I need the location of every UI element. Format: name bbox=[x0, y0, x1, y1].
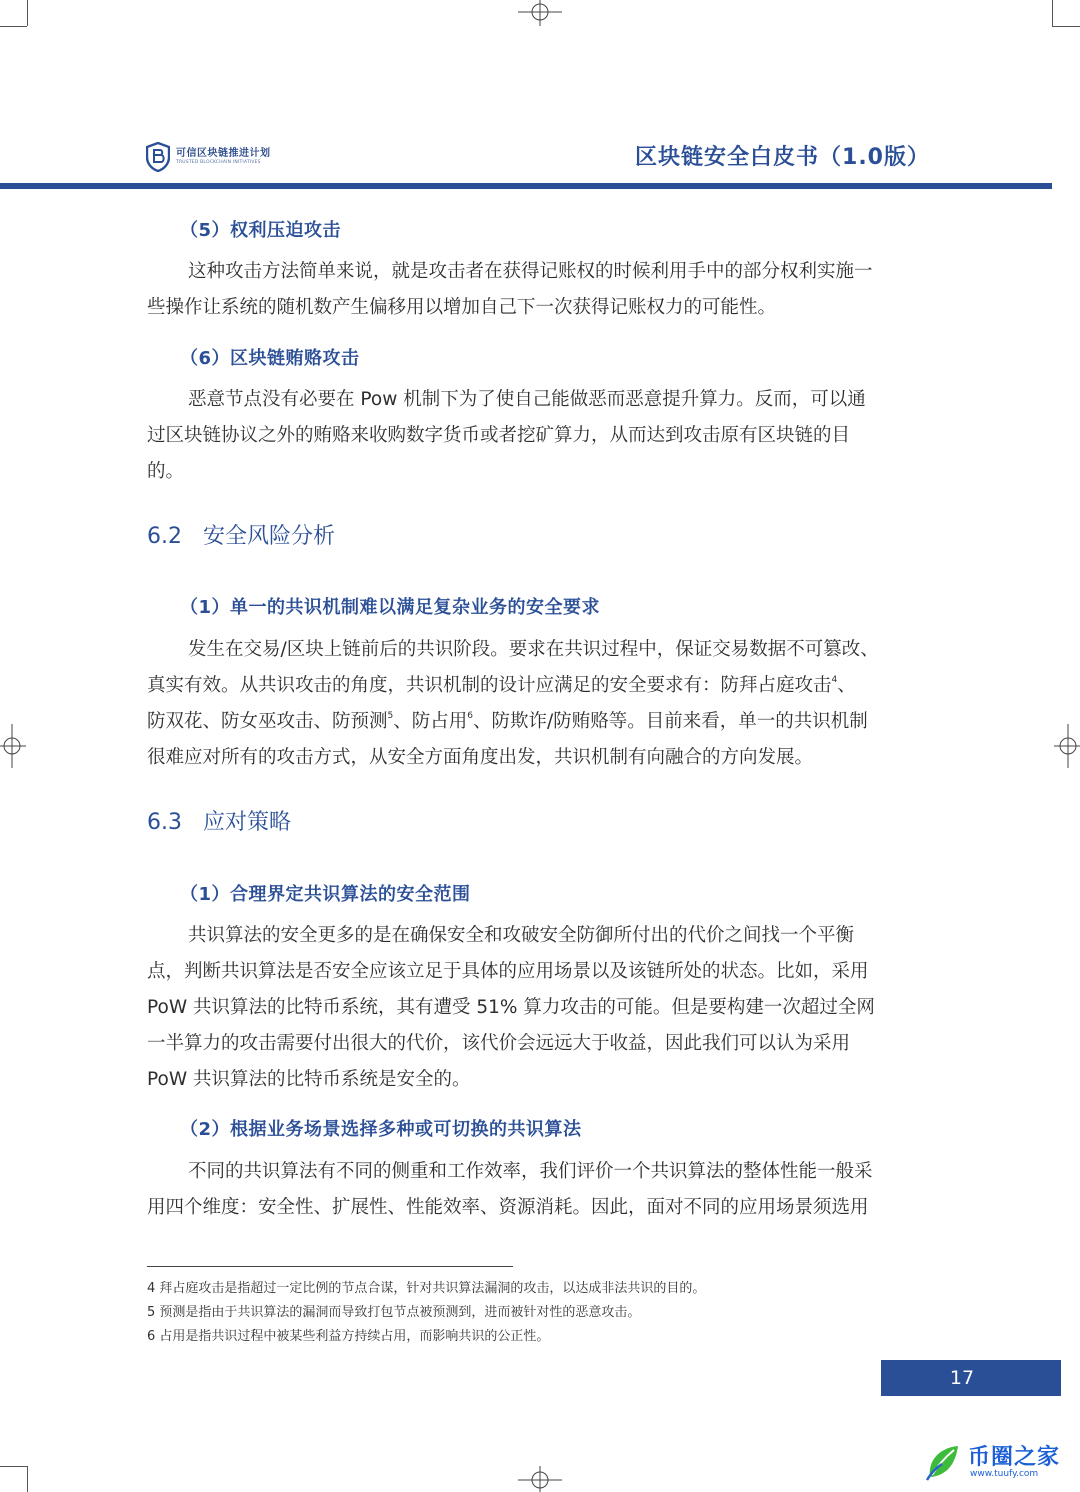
text-line: PoW 共识算法的比特币系统，其有遭受 51% 算力攻击的可能。但是要构建一次超过全网 bbox=[147, 997, 875, 1018]
crop-mark bbox=[27, 0, 28, 26]
paragraph-6-2-1 bbox=[147, 632, 935, 776]
text-line: 发生在交易/区块上链前后的共识阶段。要求在共识过程中，保证交易数据不可篡改、 bbox=[188, 639, 879, 660]
header-divider bbox=[0, 183, 1052, 189]
text-line: 一半算力的攻击需要付出很大的代价，该代价会远远大于收益，因此我们可以认为采用 bbox=[147, 1033, 851, 1054]
crop-mark bbox=[1052, 0, 1053, 26]
organization-logo bbox=[146, 140, 276, 174]
registration-mark-bottom bbox=[516, 1466, 564, 1492]
subheading-6-3-1: （1）合理界定共识算法的安全范围 bbox=[180, 884, 471, 905]
text-line: 共识算法的安全更多的是在确保安全和攻破安全防御所付出的代价之间找一个平衡 bbox=[188, 925, 855, 946]
watermark-name: 币圈之家 bbox=[968, 1445, 1061, 1470]
text-line bbox=[147, 668, 935, 704]
section-number: 6.3 bbox=[147, 810, 182, 835]
paragraph-6-3-2 bbox=[147, 1154, 935, 1226]
paragraph-6 bbox=[147, 382, 935, 490]
text-line: 用四个维度：安全性、扩展性、性能效率、资源消耗。因此，面对不同的应用场景须选用 bbox=[147, 1197, 869, 1218]
registration-mark-top bbox=[516, 0, 564, 26]
section-title: 安全风险分析 bbox=[203, 524, 336, 549]
text-line: 点，判断共识算法是否安全应该立足于具体的应用场景以及该链所处的状态。比如，采用 bbox=[147, 961, 869, 982]
subheading-6-3-2: （2）根据业务场景选择多种或可切换的共识算法 bbox=[180, 1119, 582, 1140]
section-heading-6-2 bbox=[147, 519, 335, 550]
crop-mark bbox=[27, 1466, 28, 1492]
section-heading-6-3 bbox=[147, 805, 291, 836]
footnote-6: 6 占用是指共识过程中被某些利益方持续占用，而影响共识的公正性。 bbox=[147, 1329, 550, 1344]
text-line: 这种攻击方法简单来说，就是攻击者在获得记账权的时候利用手中的部分权利实施一 bbox=[188, 261, 873, 282]
page-number-box bbox=[881, 1360, 1061, 1396]
text-segment: 、 bbox=[837, 675, 856, 696]
footnote-ref-6[interactable]: 6 bbox=[467, 711, 473, 721]
text-line: 些操作让系统的随机数产生偏移用以增加自己下一次获得记账权力的可能性。 bbox=[147, 297, 777, 318]
text-segment: 真实有效。从共识攻击的角度，共识机制的设计应满足的安全要求有：防拜占庭攻击 bbox=[147, 675, 832, 696]
text-line: 不同的共识算法有不同的侧重和工作效率，我们评价一个共识算法的整体性能一般采 bbox=[188, 1161, 873, 1182]
text-line bbox=[147, 704, 935, 740]
text-segment: 、防占用 bbox=[393, 711, 468, 732]
subheading-6: （6）区块链贿赂攻击 bbox=[180, 348, 360, 369]
logo-name-cn: 可信区块链推进计划 bbox=[176, 147, 271, 159]
registration-mark-right bbox=[1054, 722, 1080, 770]
text-line: 的。 bbox=[147, 461, 185, 482]
leaf-logo-icon bbox=[924, 1442, 964, 1482]
site-watermark bbox=[920, 1436, 1070, 1486]
paragraph-5 bbox=[147, 254, 935, 326]
crop-mark bbox=[0, 26, 27, 27]
registration-mark-left bbox=[0, 722, 26, 770]
text-line: PoW 共识算法的比特币系统是安全的。 bbox=[147, 1069, 471, 1090]
crop-mark bbox=[1052, 26, 1080, 27]
section-number: 6.2 bbox=[147, 524, 182, 549]
paragraph-6-3-1 bbox=[147, 918, 935, 1098]
text-line: 恶意节点没有必要在 Pow 机制下为了使自己能做恶而恶意提升算力。反而，可以通 bbox=[188, 389, 866, 410]
watermark-url: www.tuufy.com bbox=[970, 1469, 1039, 1479]
subheading-6-2-1: （1）单一的共识机制难以满足复杂业务的安全要求 bbox=[180, 597, 601, 618]
text-segment: 、防欺诈/防贿赂等。目前来看，单一的共识机制 bbox=[473, 711, 868, 732]
footnote-ref-4[interactable]: 4 bbox=[831, 675, 838, 685]
text-line: 过区块链协议之外的贿赂来收购数字货币或者挖矿算力，从而达到攻击原有区块链的目 bbox=[147, 425, 851, 446]
text-segment: 防双花、防女巫攻击、防预测 bbox=[147, 711, 388, 732]
crop-mark bbox=[0, 1466, 27, 1467]
footnote-5: 5 预测是指由于共识算法的漏洞而导致打包节点被预测到，进而被针对性的恶意攻击。 bbox=[147, 1305, 641, 1320]
footnote-4: 4 拜占庭攻击是指超过一定比例的节点合谋，针对共识算法漏洞的攻击，以达成非法共识的目的。 bbox=[147, 1281, 706, 1296]
footnote-divider bbox=[147, 1266, 513, 1267]
text-line: 很难应对所有的攻击方式，从安全方面角度出发，共识机制有向融合的方向发展。 bbox=[147, 747, 814, 768]
section-title: 应对策略 bbox=[203, 810, 292, 835]
logo-name-en: TRUSTED BLOCKCHAIN INITIATIVES bbox=[176, 159, 261, 165]
subheading-5: （5）权利压迫攻击 bbox=[180, 220, 342, 241]
footnote-ref-5[interactable]: 5 bbox=[387, 711, 394, 721]
document-title: 区块链安全白皮书（1.0版） bbox=[635, 145, 930, 170]
page-number: 17 bbox=[949, 1367, 975, 1389]
shield-logo-icon bbox=[146, 142, 170, 172]
